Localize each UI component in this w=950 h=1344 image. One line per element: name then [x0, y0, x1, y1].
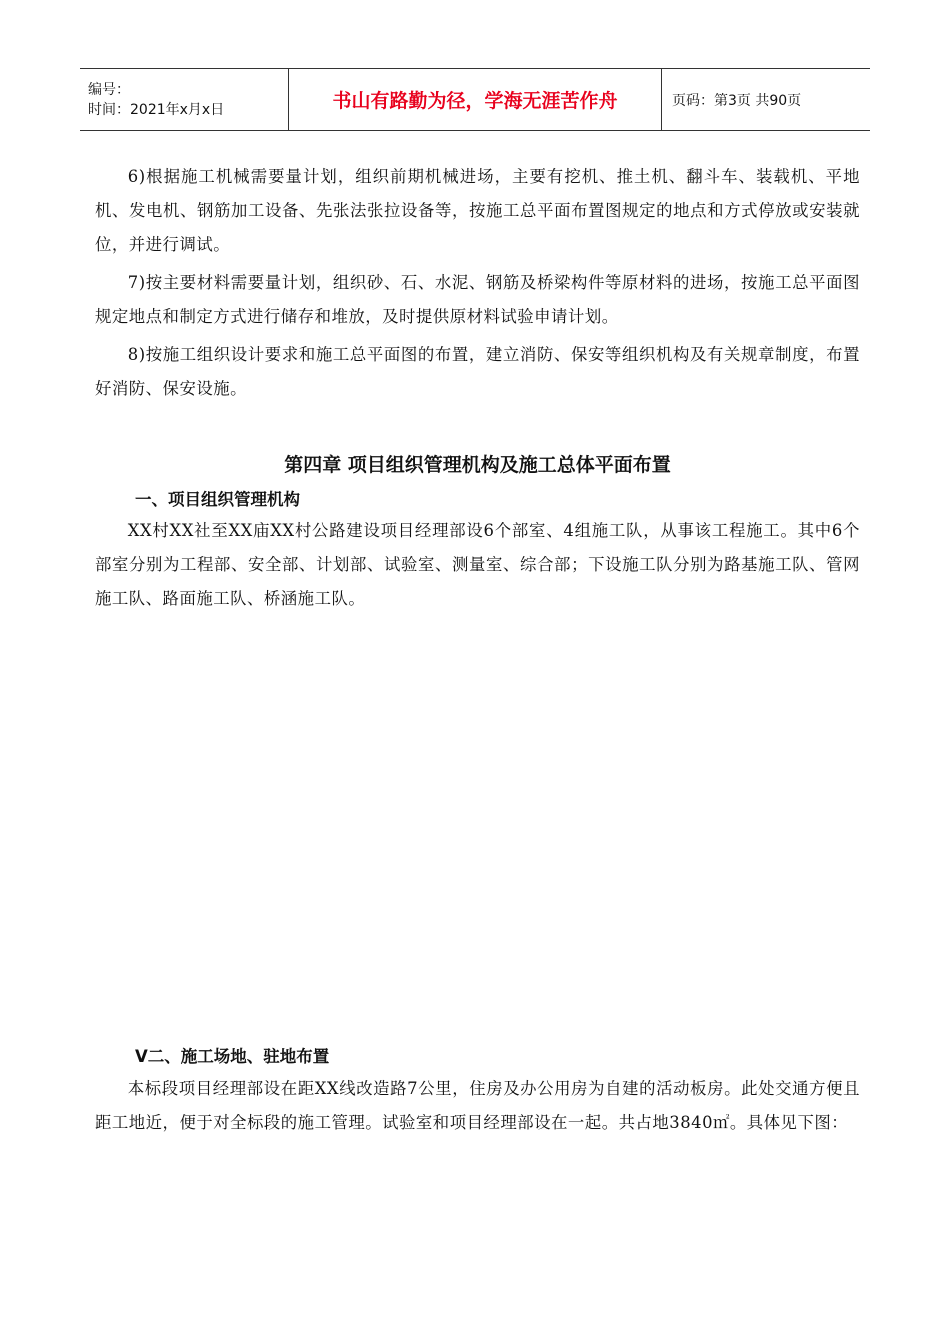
doc-date-label: 时间：2021年x月x日 — [88, 101, 225, 118]
section2-body: 本标段项目经理部设在距XX线改造路7公里，住房及办公用房为自建的活动板房。此处交通方便且距工地近，便于对全标段的施工管理。试验室和项目经理部设在一起。共占地3840㎡。具体见下图： — [95, 1079, 860, 1132]
chapter-block — [95, 450, 860, 477]
paragraph-7: 7)按主要材料需要量计划，组织砂、石、水泥、钢筋及桥梁构件等原材料的进场，按施工总平面图规定地点和制定方式进行储存和堆放，及时提供原材料试验申请计划。 — [95, 273, 860, 326]
paragraphs-top — [95, 160, 860, 406]
paragraph-6: 6)根据施工机械需要量计划，组织前期机械进场，主要有挖机、推土机、翻斗车、装载机、平地机、发电机、钢筋加工设备、先张法张拉设备等，按施工总平面布置图规定的地点和方式停放或安装就位，并进行调试。 — [95, 167, 860, 254]
section2-body-block — [95, 1072, 860, 1140]
header-meta — [80, 69, 288, 130]
section2-title: V二、施工场地、驻地布置 — [135, 1047, 330, 1066]
doc-number-label: 编号： — [88, 81, 130, 98]
paragraph-8: 8)按施工组织设计要求和施工总平面图的布置，建立消防、保安等组织机构及有关规章制度，布置好消防、保安设施。 — [95, 345, 860, 398]
section1-heading-block — [135, 486, 860, 510]
header-motto: 书山有路勤为径，学海无涯苦作舟 — [288, 69, 662, 130]
page-number-label: 页码：第3页 共90页 — [672, 92, 802, 109]
section1-title: 一、项目组织管理机构 — [135, 490, 300, 509]
section1-body: XX村XX社至XX庙XX村公路建设项目经理部设6个部室、4组施工队，从事该工程施工。其中6个部室分别为工程部、安全部、计划部、试验室、测量室、综合部；下设施工队分别为路基施工队、管网施工队、路面施工队、桥涵施工队。 — [95, 521, 860, 608]
page-header — [80, 68, 870, 131]
section1-body-block — [95, 514, 860, 616]
section2-heading-block — [135, 1043, 860, 1067]
chapter-title: 第四章 项目组织管理机构及施工总体平面布置 — [284, 454, 671, 476]
